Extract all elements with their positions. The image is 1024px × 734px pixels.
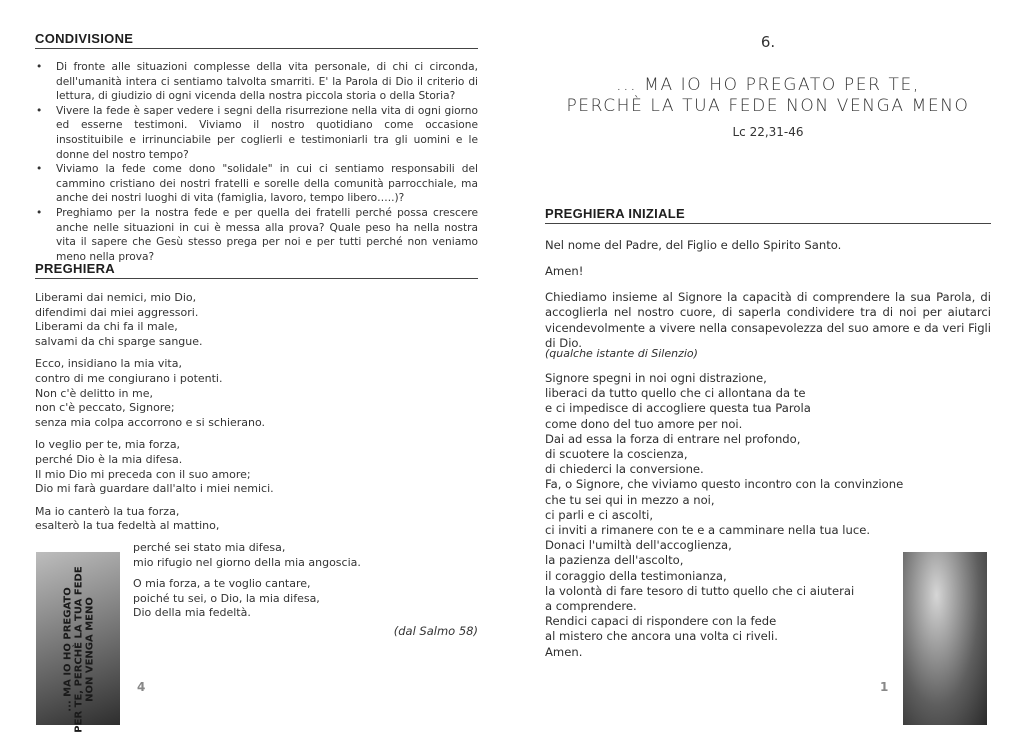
stanza: O mia forza, a te voglio cantare, poiché tu sei, o Dio, la mia difesa, Dio della mia fedeltà. (133, 577, 320, 620)
psalm-text-indented (133, 541, 433, 628)
side-caption (40, 555, 118, 733)
list-item: • Di fronte alle situazioni complesse della vita personale, di chi ci circonda, dell'umanità intera ci sentiamo talvolta smarriti. E' la Parola di Dio il criterio di lettura, di giudizio di ogni vicenda della nostra piccola storia o della Storia? (36, 60, 478, 104)
amen-line (545, 264, 991, 279)
left-page (0, 0, 512, 733)
stanza: perché sei stato mia difesa, mio rifugio nel giorno della mia angoscia. (133, 541, 361, 569)
page-number: 4 (137, 680, 146, 694)
psalm-text (35, 291, 435, 542)
stanza: Ecco, insidiano la mia vita, contro di me congiurano i potenti. Non c'è delitto in me, non c'è peccato, Signore; senza mia colpa accorrono e si schierano. (35, 357, 266, 429)
silence-note: (qualche istante di Silenzio) (545, 347, 698, 360)
chapter-title (512, 75, 1024, 117)
list-item: • Preghiamo per la nostra fede e per quella dei fratelli perché possa crescere anche nelle situazioni in cui è messa alla prova? Quale peso ha nella nostra vita il sapere che Gesù stesso prega per noi e per tutti perché non veniamo meno nella prova? (36, 206, 478, 264)
stanza: Liberami dai nemici, mio Dio, difendimi dai miei aggressori. Liberami da chi fa il male, salvami da chi sparge sangue. (35, 291, 203, 348)
divider (545, 223, 991, 224)
side-image (903, 552, 987, 725)
condivisione-heading: CONDIVISIONE (35, 31, 134, 46)
side-caption-line: ... MA IO HO PREGATO (62, 587, 74, 712)
scripture-reference: Lc 22,31-46 (732, 125, 804, 139)
preghiera-iniziale-heading: PREGHIERA INIZIALE (545, 206, 685, 221)
stanza: Io veglio per te, mia forza, perché Dio è la mia difesa. Il mio Dio mi preceda con il suo amore; Dio mi farà guardare dall'alto i miei nemici. (35, 438, 274, 496)
side-caption-line: PER TE, PERCHÈ LA TUA FEDE (73, 566, 85, 733)
opening-prayer: Signore spegni in noi ogni distrazione, liberaci da tutto quello che ci allontana da te e ci impedisce di accogliere questa tua Parola come dono del tuo amore per noi. Dai ad essa la forza di entrare nel profondo, di scuotere la coscienza, di chiederci la conversione. Fa, o Signore, che viviamo questo incontro con la convinzione che tu sei qui in mezzo a noi, ci parli e ci ascolti, ci inviti a rimanere con te e a camminare nella tua luce. Donaci l'umiltà dell'accoglienza, la pazienza dell'ascolto, il coraggio della testimonianza, la volontà di fare tesoro di tutto quello che ci aiuterai a comprendere. Rendici capaci di rispondere con la fede al mistero che ancora una volta ci riveli. Amen. (545, 371, 904, 659)
divider (35, 278, 478, 279)
right-page (512, 0, 1024, 725)
stanza: Ma io canterò la tua forza, esalterò la tua fedeltà al mattino, (35, 504, 220, 533)
intro-paragraph (545, 290, 991, 351)
side-caption-line: NON VENGA MENO (84, 597, 96, 702)
chapter-number: 6. (760, 33, 776, 51)
title-line: ... MA IO HO PREGATO PER TE, (616, 75, 920, 95)
psalm-source: (dal Salmo 58) (393, 624, 478, 638)
preghiera-heading: PREGHIERA (35, 261, 115, 276)
list-item: • Viviamo la fede come dono "solidale" in cui ci sentiamo responsabili del cammino cristiano dei nostri fratelli e sorelle della comunità parrocchiale, ma anche dei nostri luoghi di vita (famiglia, lavoro, tempo libero…..)? (36, 162, 478, 206)
divider (35, 48, 478, 49)
title-line: PERCHÈ LA TUA FEDE NON VENGA MENO (566, 96, 970, 116)
paragraph: Chiediamo insieme al Signore la capacità di comprendere la sua Parola, di accoglierla nel nostro cuore, di saperla condividere tra di noi per aiutarci vicendevolmente a vivere nella consapevolezza del suo amore e da veri Figli di Dio. (545, 290, 991, 350)
page-number: 1 (880, 680, 889, 694)
list-item: • Vivere la fede è saper vedere i segni della risurrezione nella vita di ogni giorno ed esserne testimoni. Viviamo il nostro quotidiano come occasione insostituibile e irrinunciabile per coglierli e testimoniarli tra gli uomini e le donne del nostro tempo? (36, 104, 478, 162)
intro-line (545, 238, 991, 253)
condivisione-list (36, 60, 478, 264)
paragraph: Nel nome del Padre, del Figlio e dello Spirito Santo. (545, 238, 842, 252)
paragraph: Amen! (545, 264, 584, 278)
